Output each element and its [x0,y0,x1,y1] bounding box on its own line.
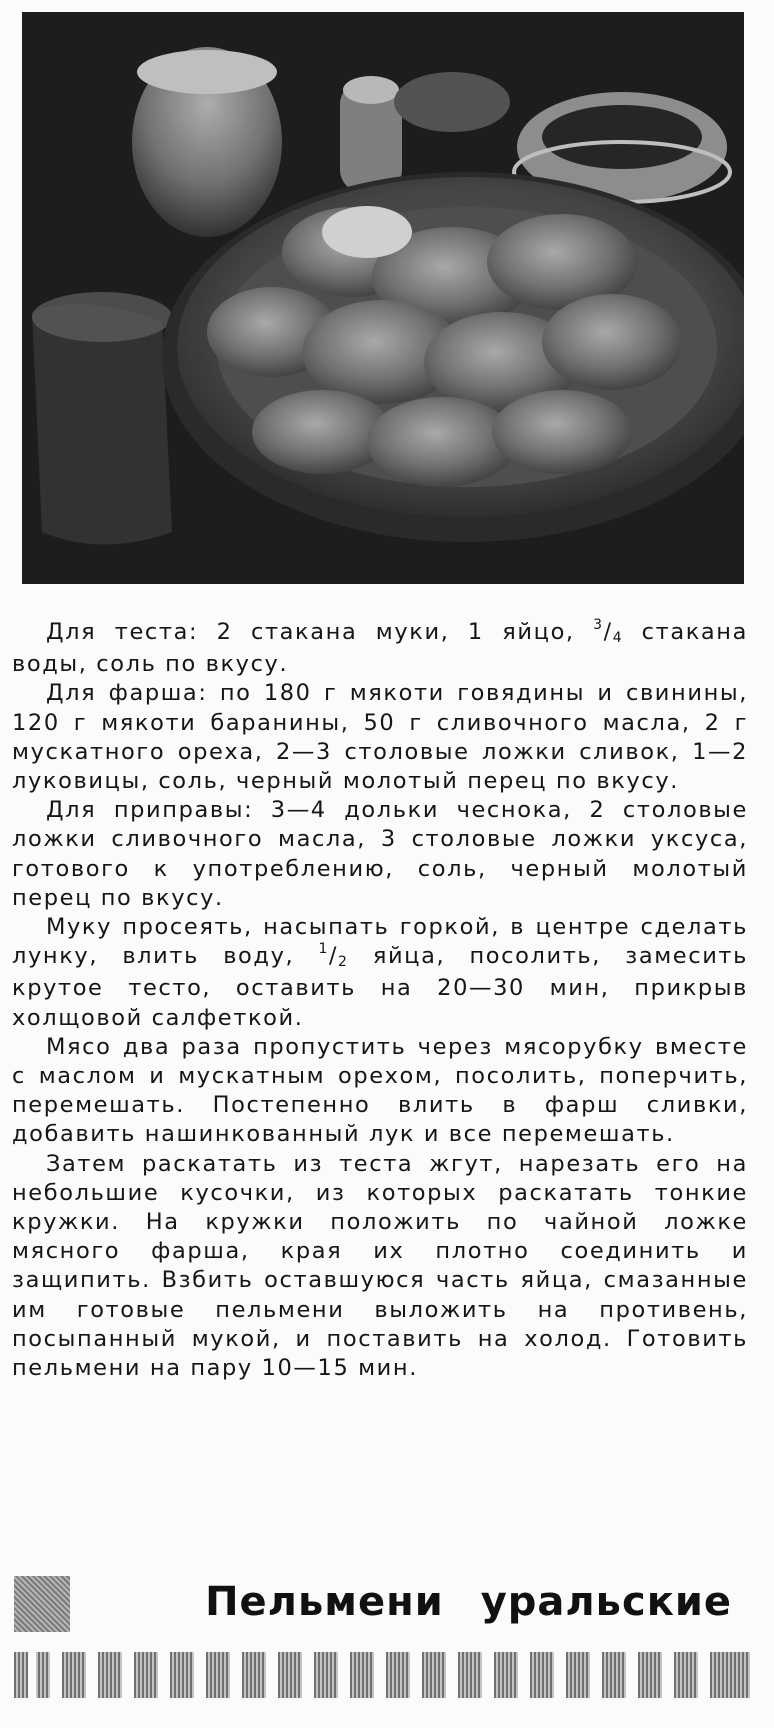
fraction-half: 1/2 [318,941,349,971]
hatched-border-ornament [14,1652,750,1698]
photo-illustration [22,12,744,584]
seasoning-ingredients: Для приправы: 3—4 дольки чеснока, 2 столовые ложки сливочного масла, 3 столовые ложки уксуса, готового к употреблению, соль, черный молотый перец по вкусу. [12,797,748,911]
fraction-three-quarters: 3/4 [593,617,624,646]
step-dough: Муку просеять, насыпать горкой, в центре сделать лунку, влить воду, 1/2 яйца, посолить, замесить крутое тесто, оставить на 20—30 мин, прикрыв холщовой салфеткой. [12,914,748,1031]
dough-ingredients: Для теста: 2 стакана муки, 1 яйцо, 3/4 стакана воды, соль по вкусу. [12,617,749,678]
hatched-square-ornament [14,1576,70,1632]
filling-ingredients: Для фарша: по 180 г мякоти говядины и свинины, 120 г мякоти баранины, 50 г сливочного масла, 2 г мускатного ореха, 2—3 столовые ложки сливок, 1—2 луковицы, соль, черный молотый перец по вкусу. [12,680,748,795]
hatched-stripes [14,1652,750,1698]
dumplings-photo [22,12,744,584]
step-shaping: Затем раскатать из теста жгут, нарезать его на небольшие кусочки, из которых раскатать тонкие кружки. На кружки положить по чайной ложке мясного фарша, края их плотно соединить и защипить. Взбить оставшуюся часть яйца, смазанные им готовые пельмени выложить на противень, посыпанный мукой, и поставить на холод. Готовить пельмени на пару 10—15 мин. [12,1150,748,1382]
step-filling: Мясо два раза пропустить через мясорубку вместе с маслом и мускатным орехом, посолить, поперчить, перемешать. Постепенно влить в фарш сливки, добавить нашинкованный лук и все перемешать. [12,1033,748,1148]
recipe-text [12,618,748,1383]
recipe-title: Пельмени уральские [205,1579,732,1625]
title-row [0,1570,774,1640]
